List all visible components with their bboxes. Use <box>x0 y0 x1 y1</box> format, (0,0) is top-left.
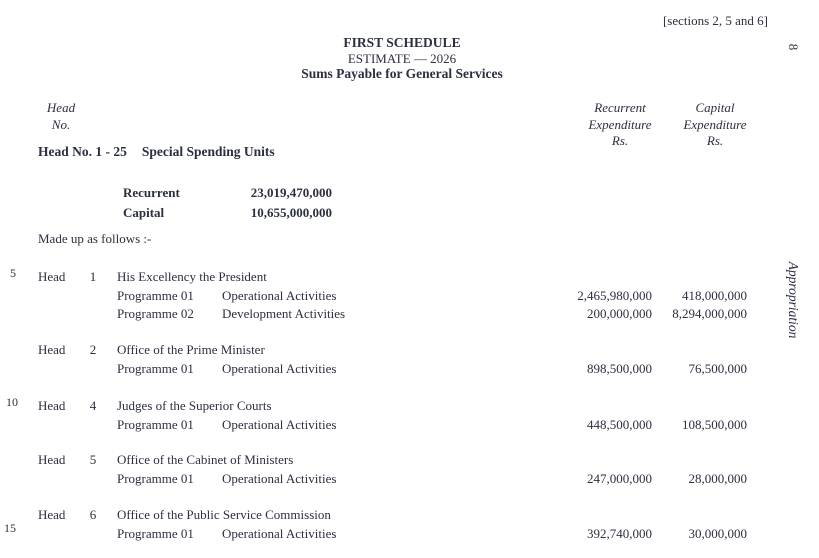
head-label: Head <box>38 269 66 284</box>
programme-name: Operational Activities <box>222 288 337 303</box>
summary-recurrent-value: 23,019,470,000 <box>250 185 332 200</box>
subtitle: Sums Payable for General Services <box>301 66 503 81</box>
head-label: Head <box>38 452 66 467</box>
recurrent-amount: 2,465,980,000 <box>577 288 652 303</box>
programme-name: Operational Activities <box>222 526 337 541</box>
programme-name: Development Activities <box>222 306 346 321</box>
programme-name: Operational Activities <box>222 471 337 486</box>
section-range-label: Head No. 1 - 25 <box>38 144 127 159</box>
summary-capital-label: Capital <box>123 205 165 220</box>
head-row <box>0 342 819 359</box>
capital-header-line1: Capital <box>695 100 735 115</box>
estimate-title: ESTIMATE — 2026 <box>347 51 457 66</box>
head-row <box>0 507 819 524</box>
recurrent-header-line3: Rs. <box>611 133 629 148</box>
capital-amount: 28,000,000 <box>688 471 747 486</box>
section-heading <box>38 144 275 160</box>
head-title: Office of the Public Service Commission <box>117 507 331 522</box>
head-title: Office of the Cabinet of Ministers <box>117 452 294 467</box>
programme-code: Programme 01 <box>117 361 194 376</box>
head-row <box>0 398 819 415</box>
programme-code: Programme 01 <box>117 526 194 541</box>
programme-code: Programme 01 <box>117 471 194 486</box>
summary-row-capital <box>0 205 819 222</box>
head-number: 1 <box>89 269 97 284</box>
programme-row <box>0 361 819 378</box>
head-row <box>0 269 819 286</box>
section-name: Special Spending Units <box>141 144 275 159</box>
head-label: Head <box>38 507 66 522</box>
programme-name: Operational Activities <box>222 417 337 432</box>
programme-row <box>0 526 819 543</box>
programme-row <box>0 288 819 305</box>
column-header-head-line2: No. <box>51 116 71 132</box>
capital-amount: 30,000,000 <box>688 526 747 541</box>
head-number: 4 <box>89 398 97 413</box>
capital-amount: 418,000,000 <box>682 288 747 303</box>
head-title: Office of the Prime Minister <box>117 342 265 357</box>
programme-row <box>0 306 819 323</box>
line-number-10: 10 <box>6 395 18 409</box>
page-number: 8 <box>786 43 801 51</box>
recurrent-header-line1: Recurrent <box>594 100 646 115</box>
head-label: Head <box>38 342 66 357</box>
recurrent-amount: 898,500,000 <box>587 361 652 376</box>
column-header-head-no <box>40 100 82 133</box>
capital-amount: 76,500,000 <box>688 361 747 376</box>
column-header-capital <box>671 100 759 150</box>
recurrent-amount: 247,000,000 <box>587 471 652 486</box>
programme-name: Operational Activities <box>222 361 337 376</box>
recurrent-amount: 200,000,000 <box>587 306 652 321</box>
margin-label-appropriation: Appropriation <box>786 261 801 339</box>
summary-row-recurrent <box>0 185 819 202</box>
programme-row <box>0 471 819 488</box>
programme-code: Programme 02 <box>117 306 194 321</box>
head-number: 5 <box>89 452 97 467</box>
line-number-15: 15 <box>4 521 16 535</box>
programme-code: Programme 01 <box>117 288 194 303</box>
recurrent-header-line2: Expenditure <box>588 116 652 132</box>
recurrent-amount: 448,500,000 <box>587 417 652 432</box>
head-number: 2 <box>89 342 97 357</box>
head-title: His Excellency the President <box>117 269 267 284</box>
column-header-head-line1: Head <box>46 100 76 115</box>
column-header-recurrent <box>575 100 665 150</box>
capital-amount: 8,294,000,000 <box>672 306 747 321</box>
head-title: Judges of the Superior Courts <box>117 398 272 413</box>
summary-recurrent-label: Recurrent <box>123 185 180 200</box>
summary-capital-value: 10,655,000,000 <box>250 205 332 220</box>
head-row <box>0 452 819 469</box>
made-up-label: Made up as follows :- <box>38 231 152 246</box>
programme-row <box>0 417 819 434</box>
schedule-title: FIRST SCHEDULE <box>343 35 461 50</box>
line-number-5: 5 <box>10 266 16 280</box>
section-reference: [sections 2, 5 and 6] <box>662 13 768 28</box>
capital-header-line3: Rs. <box>706 133 724 148</box>
head-label: Head <box>38 398 66 413</box>
head-number: 6 <box>89 507 97 522</box>
capital-amount: 108,500,000 <box>682 417 747 432</box>
capital-header-line2: Expenditure <box>683 116 747 132</box>
programme-code: Programme 01 <box>117 417 194 432</box>
recurrent-amount: 392,740,000 <box>587 526 652 541</box>
